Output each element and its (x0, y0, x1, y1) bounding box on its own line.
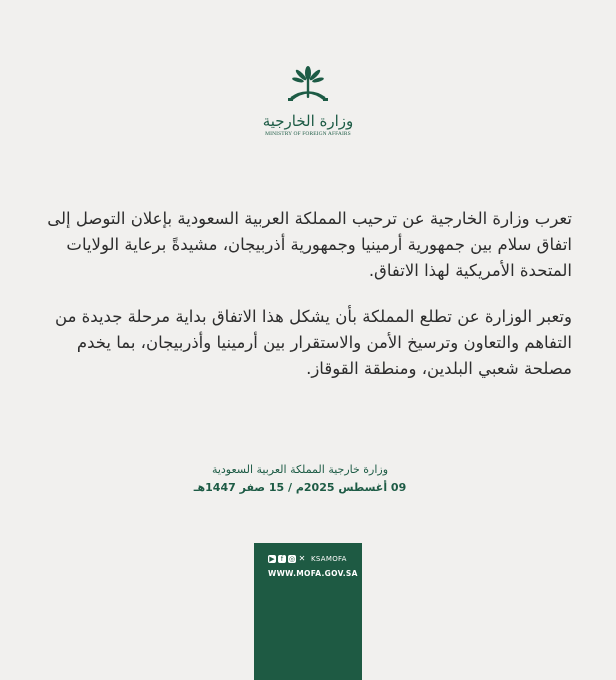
signature-block (150, 462, 450, 496)
ministry-name-english: MINISTRY OF FOREIGN AFFAIRS (265, 131, 351, 137)
signature-ministry: وزارة خارجية المملكة العربية السعودية (211, 463, 389, 476)
social-handle: KSAMOFA (311, 555, 347, 563)
facebook-icon[interactable]: f (278, 555, 286, 563)
statement-paragraph: تعرب وزارة الخارجية عن ترحيب المملكة العربية السعودية بإعلان التوصل إلى اتفاق سلام بين جمهورية أرمينيا وجمهورية أذربيجان، مشيدةً برعاية الولايات المتحدة الأمريكية لهذا الاتفاق. (47, 209, 572, 280)
statement-date: 09 أغسطس 2025م / 15 صفر 1447هـ (193, 481, 407, 494)
social-links (268, 555, 347, 563)
website-link[interactable]: WWW.MOFA.GOV.SA (268, 569, 358, 578)
palm-swords-emblem-icon (285, 64, 331, 110)
ministry-emblem (258, 64, 358, 154)
instagram-icon[interactable]: ◎ (288, 555, 296, 563)
x-icon[interactable]: ✕ (298, 554, 306, 563)
youtube-icon[interactable]: ▶ (269, 555, 275, 563)
statement-body (44, 206, 572, 402)
statement-paragraph: وتعبر الوزارة عن تطلع المملكة بأن يشكل هذا الاتفاق بداية مرحلة جديدة من التفاهم والتعاون وترسيخ الأمن والاستقرار بين أرمينيا وأذربيجان، بما يخدم مصلحة شعبي البلدين، ومنطقة القوقاز. (55, 307, 572, 378)
footer-panel (254, 543, 362, 680)
ministry-name-arabic: وزارة الخارجية (262, 112, 354, 130)
